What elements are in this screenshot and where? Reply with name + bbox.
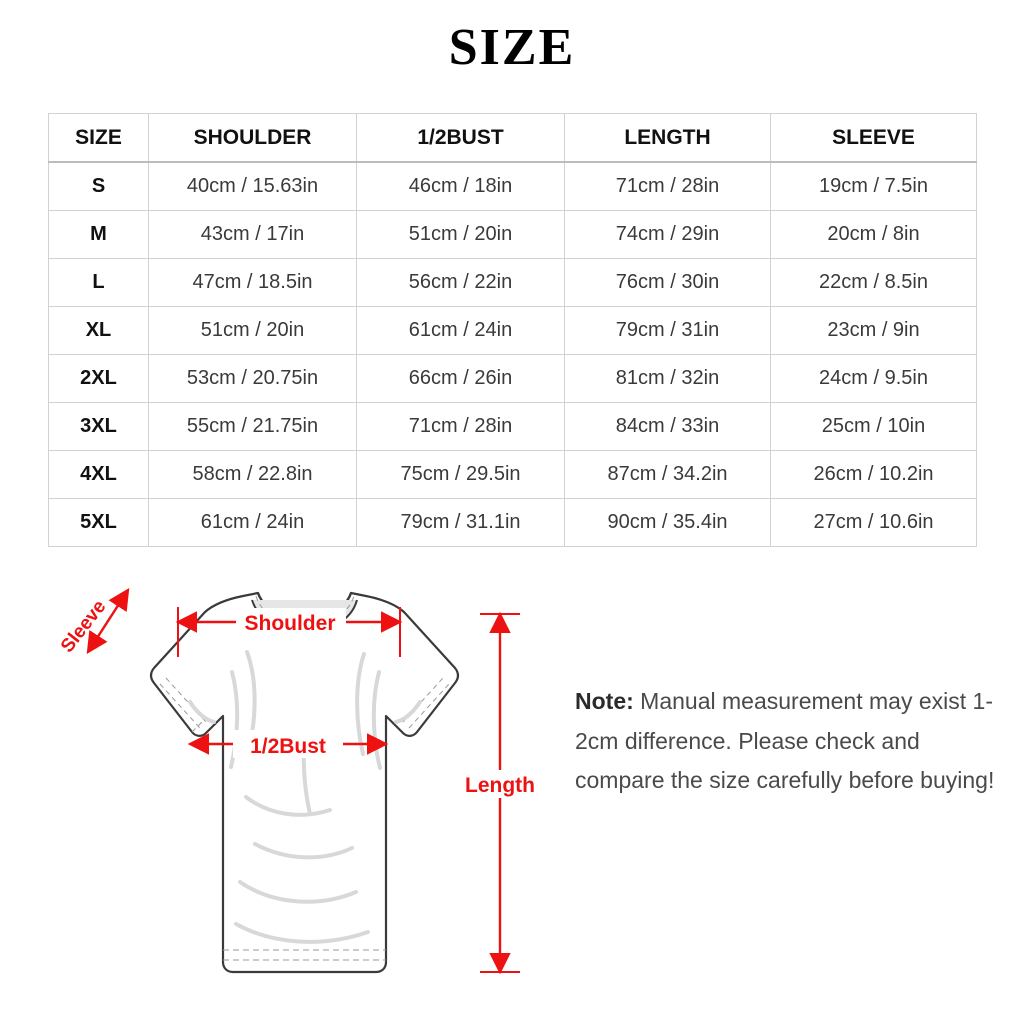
column-header-sleeve: SLEEVE xyxy=(771,114,977,163)
cell-bust: 51cm / 20in xyxy=(357,211,565,259)
note-text: Manual measurement may exist 1-2cm difference. Please check and compare the size carefully before buying! xyxy=(575,688,995,794)
cell-size: 4XL xyxy=(49,451,149,499)
table-row xyxy=(49,499,977,547)
cell-bust: 61cm / 24in xyxy=(357,307,565,355)
cell-sleeve: 23cm / 9in xyxy=(771,307,977,355)
cell-shoulder: 47cm / 18.5in xyxy=(149,259,357,307)
label-length: Length xyxy=(465,774,535,797)
cell-length: 74cm / 29in xyxy=(565,211,771,259)
cell-size: M xyxy=(49,211,149,259)
table-row xyxy=(49,211,977,259)
table-row xyxy=(49,307,977,355)
cell-length: 81cm / 32in xyxy=(565,355,771,403)
column-header-size: SIZE xyxy=(49,114,149,163)
cell-bust: 56cm / 22in xyxy=(357,259,565,307)
cell-bust: 79cm / 31.1in xyxy=(357,499,565,547)
cell-length: 84cm / 33in xyxy=(565,403,771,451)
page-title: SIZE xyxy=(448,19,576,76)
cell-sleeve: 26cm / 10.2in xyxy=(771,451,977,499)
note-label: Note: xyxy=(575,688,634,714)
cell-size: S xyxy=(49,162,149,211)
cell-sleeve: 19cm / 7.5in xyxy=(771,162,977,211)
size-table-container xyxy=(48,113,976,547)
tshirt-measurement-diagram xyxy=(0,552,560,1022)
cell-size: 3XL xyxy=(49,403,149,451)
table-row xyxy=(49,162,977,211)
tshirt-illustration xyxy=(151,593,458,972)
cell-bust: 46cm / 18in xyxy=(357,162,565,211)
table-row xyxy=(49,403,977,451)
cell-shoulder: 40cm / 15.63in xyxy=(149,162,357,211)
cell-length: 76cm / 30in xyxy=(565,259,771,307)
table-row xyxy=(49,355,977,403)
cell-shoulder: 55cm / 21.75in xyxy=(149,403,357,451)
cell-sleeve: 25cm / 10in xyxy=(771,403,977,451)
table-row xyxy=(49,451,977,499)
table-header-row xyxy=(49,114,977,163)
table-row xyxy=(49,259,977,307)
cell-sleeve: 22cm / 8.5in xyxy=(771,259,977,307)
measurement-note xyxy=(575,682,995,801)
cell-size: 2XL xyxy=(49,355,149,403)
cell-shoulder: 53cm / 20.75in xyxy=(149,355,357,403)
cell-bust: 75cm / 29.5in xyxy=(357,451,565,499)
cell-bust: 71cm / 28in xyxy=(357,403,565,451)
column-header-bust: 1/2BUST xyxy=(357,114,565,163)
cell-sleeve: 24cm / 9.5in xyxy=(771,355,977,403)
cell-sleeve: 20cm / 8in xyxy=(771,211,977,259)
size-table xyxy=(48,113,977,547)
cell-length: 90cm / 35.4in xyxy=(565,499,771,547)
cell-size: XL xyxy=(49,307,149,355)
cell-size: L xyxy=(49,259,149,307)
cell-shoulder: 61cm / 24in xyxy=(149,499,357,547)
label-shoulder: Shoulder xyxy=(244,612,336,635)
cell-sleeve: 27cm / 10.6in xyxy=(771,499,977,547)
cell-bust: 66cm / 26in xyxy=(357,355,565,403)
cell-length: 71cm / 28in xyxy=(565,162,771,211)
cell-size: 5XL xyxy=(49,499,149,547)
cell-length: 87cm / 34.2in xyxy=(565,451,771,499)
column-header-shoulder: SHOULDER xyxy=(149,114,357,163)
cell-shoulder: 58cm / 22.8in xyxy=(149,451,357,499)
column-header-length: LENGTH xyxy=(565,114,771,163)
cell-shoulder: 51cm / 20in xyxy=(149,307,357,355)
cell-shoulder: 43cm / 17in xyxy=(149,211,357,259)
cell-length: 79cm / 31in xyxy=(565,307,771,355)
label-bust: 1/2Bust xyxy=(250,735,326,758)
label-sleeve: Sleeve xyxy=(56,596,111,657)
